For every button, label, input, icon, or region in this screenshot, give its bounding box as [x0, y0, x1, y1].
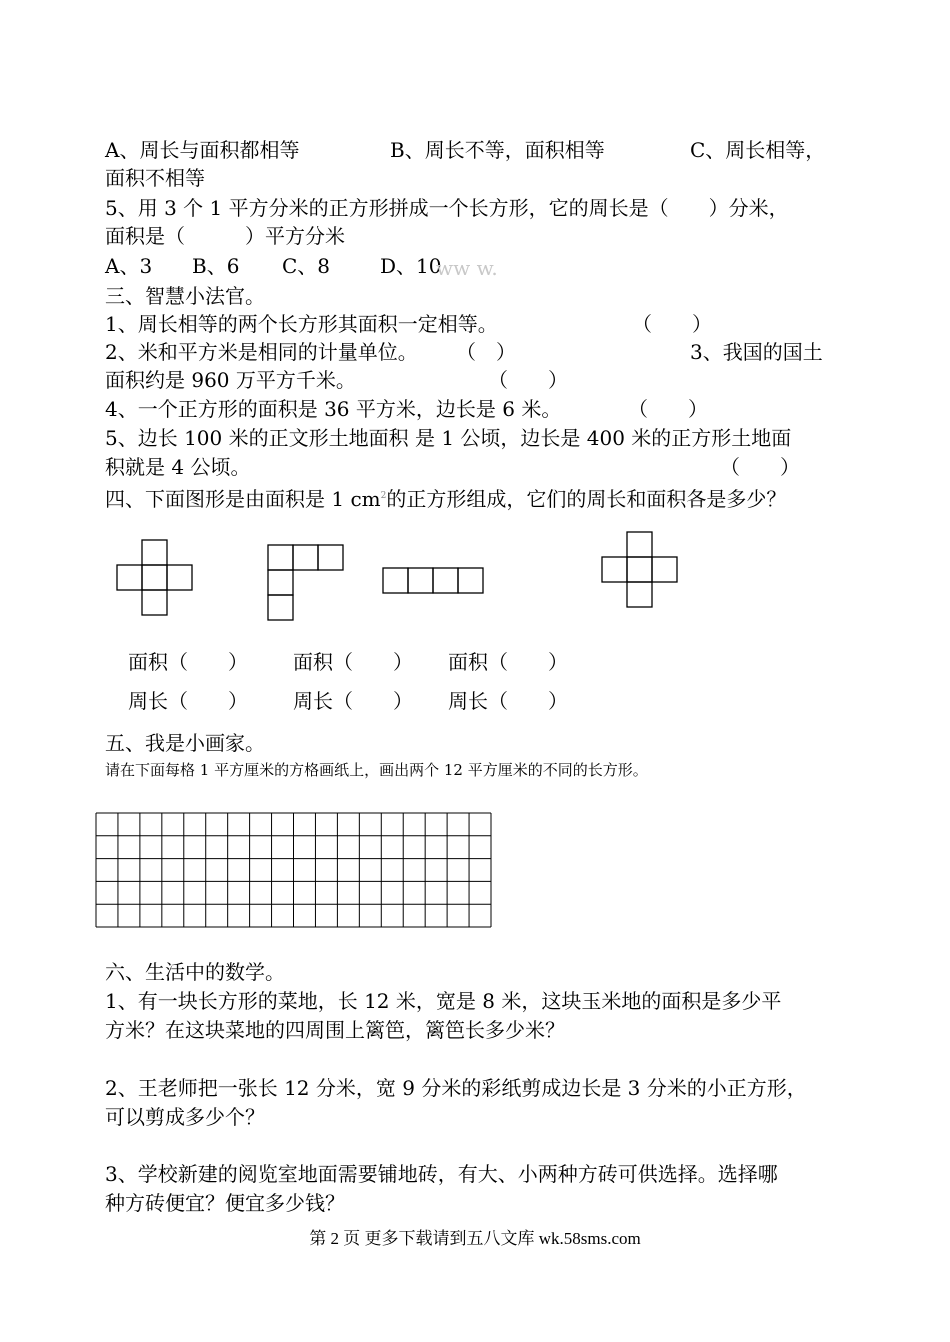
answer-bracket-1: （ ） — [632, 312, 712, 336]
drawing-grid[interactable] — [95, 812, 492, 928]
section6-q3-line1: 3、学校新建的阅览室地面需要铺地砖，有大、小两种方砖可供选择。选择哪 — [105, 1162, 778, 1186]
q5-line-2: 面积是（ ）平方分米 — [105, 224, 345, 248]
section3-item-5: 5、边长 100 米的正文形土地面积 是 1 公顷，边长是 400 米的正方形土地面 — [105, 426, 792, 450]
section3-item-5-cont: 积就是 4 公顷。 — [105, 455, 251, 479]
q5-line-1: 5、用 3 个 1 平方分米的正方形拼成一个长方形，它的周长是（ ）分米， — [105, 196, 789, 220]
page-footer: 第 2 页 更多下载请到五八文库 wk.58sms.com — [309, 1229, 641, 1248]
perimeter-label-3: 周长（ ） — [448, 689, 568, 713]
q5-option-d: D、10 — [380, 254, 442, 278]
section6-q1-line2: 方米？在这块菜地的四周围上篱笆，篱笆长多少米？ — [105, 1018, 565, 1042]
section6-q2-line1: 2、王老师把一张长 12 分米，宽 9 分米的彩纸剪成边长是 3 分米的小正方形， — [105, 1076, 807, 1100]
section4-title-part1: 四、下面图形是由面积是 1 cm — [105, 487, 381, 511]
answer-bracket-5: （ ） — [720, 455, 800, 479]
section6-title: 六、生活中的数学。 — [105, 960, 285, 984]
q4-option-c-continued: 面积不相等 — [105, 166, 205, 190]
area-label-3: 面积（ ） — [448, 650, 568, 674]
section3-item-2: 2、米和平方米是相同的计量单位。 — [105, 340, 418, 364]
perimeter-label-1: 周长（ ） — [128, 689, 248, 713]
section6-q3-line2: 种方砖便宜？便宜多少钱？ — [105, 1191, 345, 1215]
q5-option-c: C、8 — [282, 254, 331, 278]
q4-option-a: A、周长与面积都相等 — [105, 138, 300, 162]
section6-q2-line2: 可以剪成多少个？ — [105, 1105, 265, 1129]
q4-option-c: C、周长相等， — [690, 138, 826, 162]
section3-item-3-cont: 面积约是 960 万平方千米。 — [105, 368, 356, 392]
answer-bracket-2: （ ） — [456, 340, 516, 364]
watermark-text: ww w. — [436, 256, 498, 280]
q5-option-a: A、3 — [105, 254, 153, 278]
answer-bracket-3: （ ） — [488, 368, 568, 392]
section5-instruction: 请在下面每格 1 平方厘米的方格画纸上，画出两个 12 平方厘米的不同的长方形。 — [105, 761, 648, 779]
section6-q1-line1: 1、有一块长方形的菜地，长 12 米，宽是 8 米，这块玉米地的面积是多少平 — [105, 989, 782, 1013]
area-label-2: 面积（ ） — [293, 650, 413, 674]
section3-item-1: 1、周长相等的两个长方形其面积一定相等。 — [105, 312, 498, 336]
section3-item-4: 4、一个正方形的面积是 36 平方米，边长是 6 米。 — [105, 397, 562, 421]
q4-option-b: B、周长不等，面积相等 — [390, 138, 605, 162]
section4-title-superscript: 2 — [380, 491, 387, 501]
area-label-1: 面积（ ） — [128, 650, 248, 674]
section3-item-3-start: 3、我国的国土 — [690, 340, 823, 364]
answer-bracket-4: （ ） — [628, 397, 708, 421]
section3-title: 三、智慧小法官。 — [105, 284, 265, 308]
q5-option-b: B、6 — [192, 254, 240, 278]
perimeter-label-2: 周长（ ） — [293, 689, 413, 713]
section4-title-part2: 的正方形组成，它们的周长和面积各是多少？ — [386, 487, 787, 511]
section5-title: 五、我是小画家。 — [105, 731, 265, 755]
